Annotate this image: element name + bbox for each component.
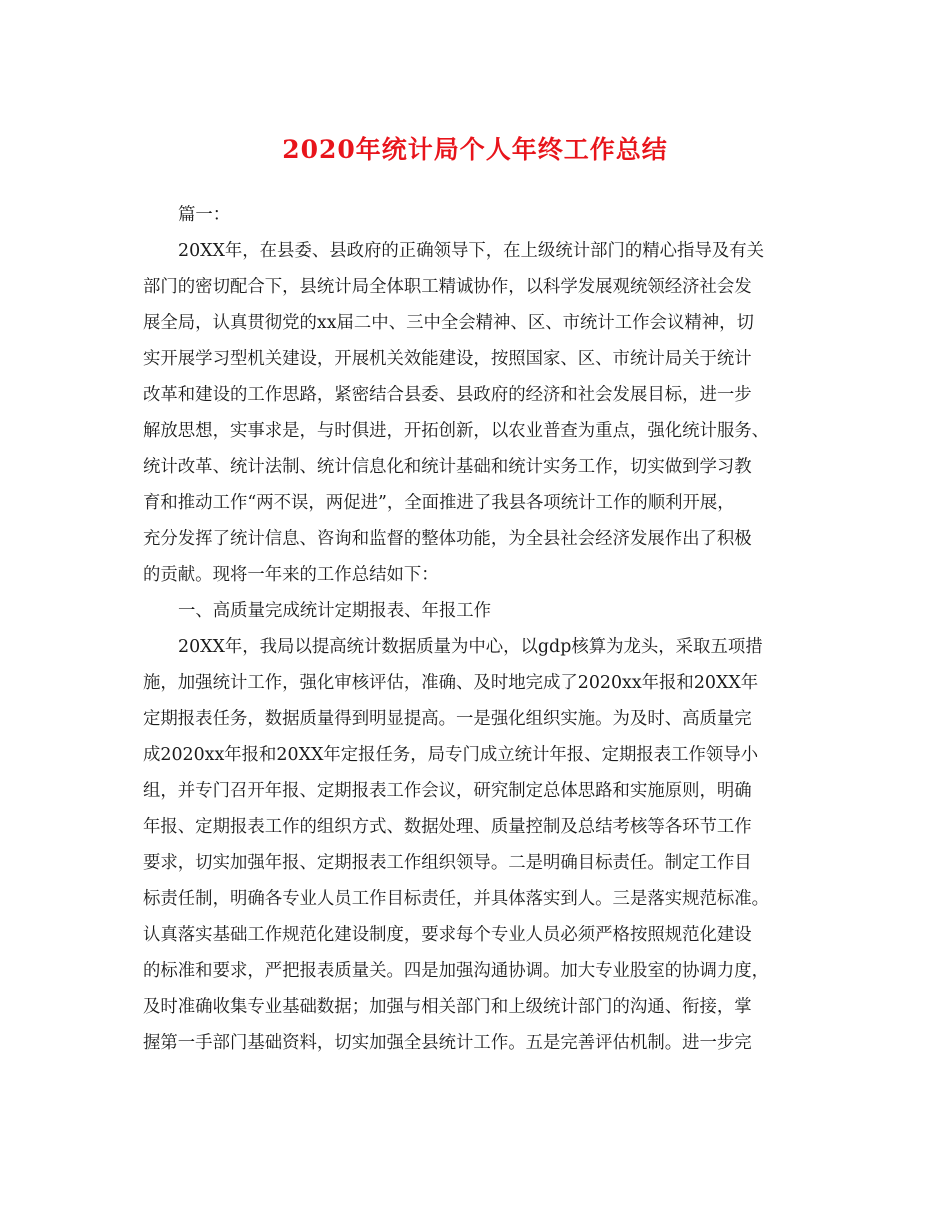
paragraph-line: 的标准和要求，严把报表质量关。四是加强沟通协调。加大专业股室的协调力度， xyxy=(143,961,770,981)
paragraph-line: 展全局，认真贯彻党的xx届二中、三中全会精神、区、市统计工作会议精神，切 xyxy=(143,313,754,333)
document-title: 2020年统计局个人年终工作总结 xyxy=(282,135,668,164)
paragraph-line: 年报、定期报表工作的组织方式、数据处理、质量控制及总结考核等各环节工作 xyxy=(143,817,752,837)
paragraph-line: 组，并专门召开年报、定期报表工作会议，研究制定总体思路和实施原则，明确 xyxy=(143,781,752,801)
paragraph-line: 要求，切实加强年报、定期报表工作组织领导。二是明确目标责任。制定工作目 xyxy=(143,853,752,873)
paragraph-line: 认真落实基础工作规范化建设制度，要求每个专业人员必须严格按照规范化建设 xyxy=(143,925,752,945)
paragraph-line: 定期报表任务，数据质量得到明显提高。一是强化组织实施。为及时、高质量完 xyxy=(143,709,752,729)
paragraph-line: 充分发挥了统计信息、咨询和监督的整体功能，为全县社会经济发展作出了积极 xyxy=(143,529,752,549)
paragraph-line: 握第一手部门基础资料，切实加强全县统计工作。五是完善评估机制。进一步完 xyxy=(143,1033,752,1053)
paragraph-line: 成2020xx年报和20XX年定报任务，局专门成立统计年报、定期报表工作领导小 xyxy=(143,745,759,765)
paragraph-first-line: 篇一： xyxy=(178,205,231,225)
paragraph-first-line: 20XX年，我局以提高统计数据质量为中心，以gdp核算为龙头，采取五项措 xyxy=(178,637,763,657)
paragraph-line: 改革和建设的工作思路，紧密结合县委、县政府的经济和社会发展目标，进一步 xyxy=(143,385,752,405)
paragraph-first-line: 20XX年，在县委、县政府的正确领导下，在上级统计部门的精心指导及有关 xyxy=(178,241,765,261)
paragraph-first-line: 一、高质量完成统计定期报表、年报工作 xyxy=(178,601,492,621)
paragraph-line: 解放思想，实事求是，与时俱进，开拓创新，以农业普查为重点，强化统计服务、 xyxy=(143,421,770,441)
document-body xyxy=(143,197,803,1061)
paragraph-line: 的贡献。现将一年来的工作总结如下： xyxy=(143,565,439,585)
paragraph-line: 实开展学习型机关建设，开展机关效能建设，按照国家、区、市统计局关于统计 xyxy=(143,349,752,369)
paragraph-line: 及时准确收集专业基础数据；加强与相关部门和上级统计部门的沟通、衔接，掌 xyxy=(143,997,752,1017)
paragraph-line: 统计改革、统计法制、统计信息化和统计基础和统计实务工作，切实做到学习教 xyxy=(143,457,752,477)
paragraph-line: 育和推动工作“两不误，两促进”，全面推进了我县各项统计工作的顺利开展， xyxy=(143,493,735,513)
paragraph-line: 标责任制，明确各专业人员工作目标责任，并具体落实到人。三是落实规范标准。 xyxy=(143,889,770,909)
paragraph-line: 施，加强统计工作，强化审核评估，准确、及时地完成了2020xx年报和20XX年 xyxy=(143,673,759,693)
paragraph-line: 部门的密切配合下，县统计局全体职工精诚协作，以科学发展观统领经济社会发 xyxy=(143,277,752,297)
